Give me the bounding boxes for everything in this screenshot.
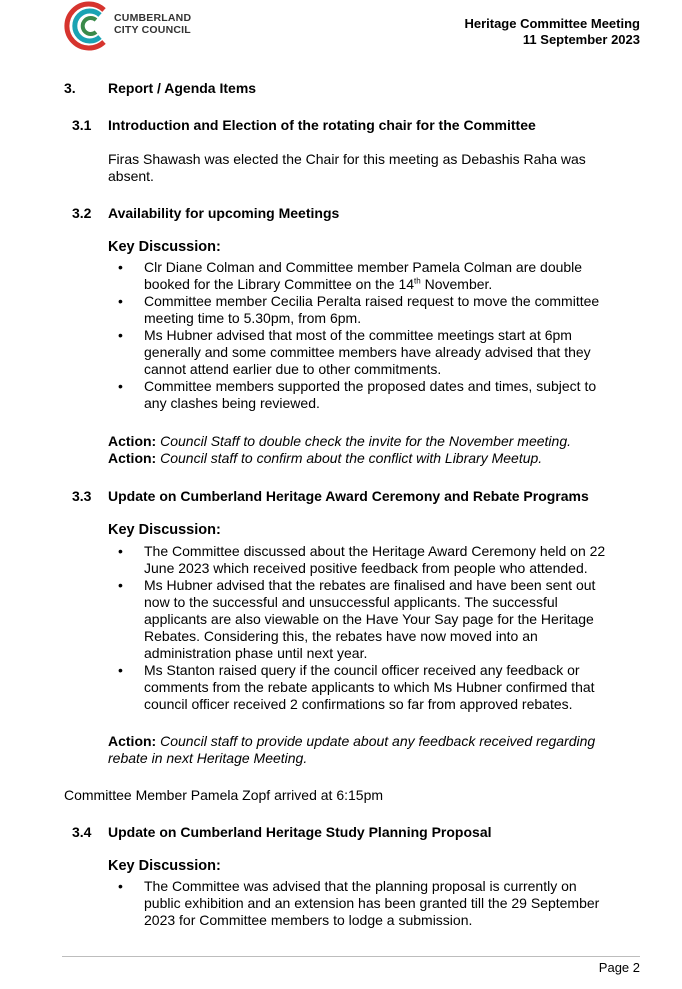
item-title: Availability for upcoming Meetings [108,205,340,221]
item-paragraph [108,151,586,185]
list-line: The Committee discussed about the Heritage Award Ceremony held on 22 [144,543,606,559]
action-text: Council staff to provide update about any feedback received regarding [160,733,596,749]
item-number: 3.1 [72,117,92,133]
discussion-list [118,543,606,713]
list-line-text: November. [420,276,493,292]
list-item: • Clr Diane Colman and Committee member Pamela Colman are double booked for the Library Committee on the 14th November. [144,259,599,293]
logo-text-line1: CUMBERLAND [114,12,192,24]
arrival-note: Committee Member Pamela Zopf arrived at 6:15pm [64,787,384,803]
list-line: 2023 for Committee members to lodge a submission. [144,912,473,928]
list-line: administration phase until next year. [144,645,368,661]
list-line: Ms Hubner advised that the rebates are finalised and have been sent out [144,577,596,593]
key-discussion-heading: Key Discussion: [108,858,221,874]
list-line: any clashes being reviewed. [144,395,320,411]
key-discussion-heading: Key Discussion: [108,239,221,255]
action-text: Council staff to confirm about the conflict with Library Meetup. [160,450,543,466]
list-line: Committee members supported the proposed dates and times, subject to [144,378,597,394]
paragraph-line: Firas Shawash was elected the Chair for this meeting as Debashis Raha was [108,151,586,167]
council-logo-mark [64,0,112,52]
action-label: Action: [108,450,157,466]
action-line [108,433,571,450]
list-item: • The Committee discussed about the Heritage Award Ceremony held on 22 June 2023 which received positive feedback from people who attended. [118,543,606,576]
council-logo [64,0,214,56]
list-item: • Ms Stanton raised query if the council officer received any feedback or comments from the rebate applicants to which Ms Hubner confirmed that council officer received 2 confirmations so far from approved rebates. [144,662,605,713]
list-item: • Committee member Cecilia Peralta raised request to move the committee meeting time to 5.30pm, from 6pm. [118,293,600,326]
meeting-date: 11 September 2023 [522,32,640,47]
action-label: Action: [108,433,157,449]
list-line: now to the successful and unsuccessful applicants. The successful [144,594,558,610]
item-title: Introduction and Election of the rotating chair for the Committee [108,117,536,133]
list-line: council officer received 2 confirmations so far from approved rebates. [144,696,573,712]
list-line: Ms Hubner advised that most of the committee meetings start at 6pm [144,327,572,343]
list-line: applicants are also viewable on the Have Your Say page for the Heritage [144,611,594,627]
page-number: Page 2 [598,960,640,975]
item-number: 3.3 [72,488,92,504]
list-item: • Committee members supported the proposed dates and times, subject to any clashes being reviewed. [144,378,599,412]
list-line: Committee member Cecilia Peralta raised request to move the committee [144,293,600,309]
footer-divider [62,956,640,957]
list-item: • The Committee was advised that the planning proposal is currently on public exhibition and an extension has been granted till the 29 September 2023 for Committee members to lodge a submission. [118,878,600,928]
list-line: comments from the rebate applicants to which Ms Hubner confirmed that [144,679,595,695]
list-item: • Ms Hubner advised that most of the committee meetings start at 6pm generally and some committee members have already advised that they cannot attend earlier due to other commitments. [144,327,599,378]
key-discussion-heading: Key Discussion: [108,522,221,538]
action-line [108,450,571,467]
list-line: public exhibition and an extension has been granted till the 29 September [144,895,600,911]
section-title: Report / Agenda Items [108,80,257,96]
paragraph-line: absent. [108,168,154,184]
list-item: • Ms Hubner advised that the rebates are finalised and have been sent out now to the successful and unsuccessful applicants. The successful applicants are also viewable on the Have Your Say page for the Heritage Rebates. Considering this, the rebates have now moved into an administration phase until next year. [144,577,605,662]
item-title: Update on Cumberland Heritage Study Planning Proposal [108,824,492,840]
meeting-name: Heritage Committee Meeting [464,16,640,31]
list-line: Ms Stanton raised query if the council officer received any feedback or [144,662,580,678]
action-line [108,750,595,767]
superscript: th [414,276,421,286]
list-line [144,276,599,293]
list-line: Clr Diane Colman and Committee member Pamela Colman are double [144,259,583,275]
action-text: Council Staff to double check the invite for the November meeting. [160,433,571,449]
action-label: Action: [108,733,157,749]
item-number: 3.2 [72,205,92,221]
action-items [108,433,571,467]
action-text: rebate in next Heritage Meeting. [108,750,308,766]
action-items [108,733,595,767]
list-line: The Committee was advised that the planning proposal is currently on [144,878,577,894]
list-line: generally and some committee members have already advised that they [144,344,591,360]
item-number: 3.4 [72,824,92,840]
list-line: Rebates. Considering this, the rebates have now moved into an [144,628,538,644]
discussion-list [118,878,600,929]
list-line: June 2023 which received positive feedback from people who attended. [144,560,588,576]
list-line: meeting time to 5.30pm, from 6pm. [144,310,362,326]
item-title: Update on Cumberland Heritage Award Ceremony and Rebate Programs [108,488,589,504]
list-line-text: booked for the Library Committee on the 14 [144,276,415,292]
action-line [108,733,595,750]
logo-text-line2: CITY COUNCIL [114,24,191,36]
list-line: cannot attend earlier due to other commitments. [144,361,442,377]
discussion-list [118,259,600,412]
section-number: 3. [64,80,76,96]
